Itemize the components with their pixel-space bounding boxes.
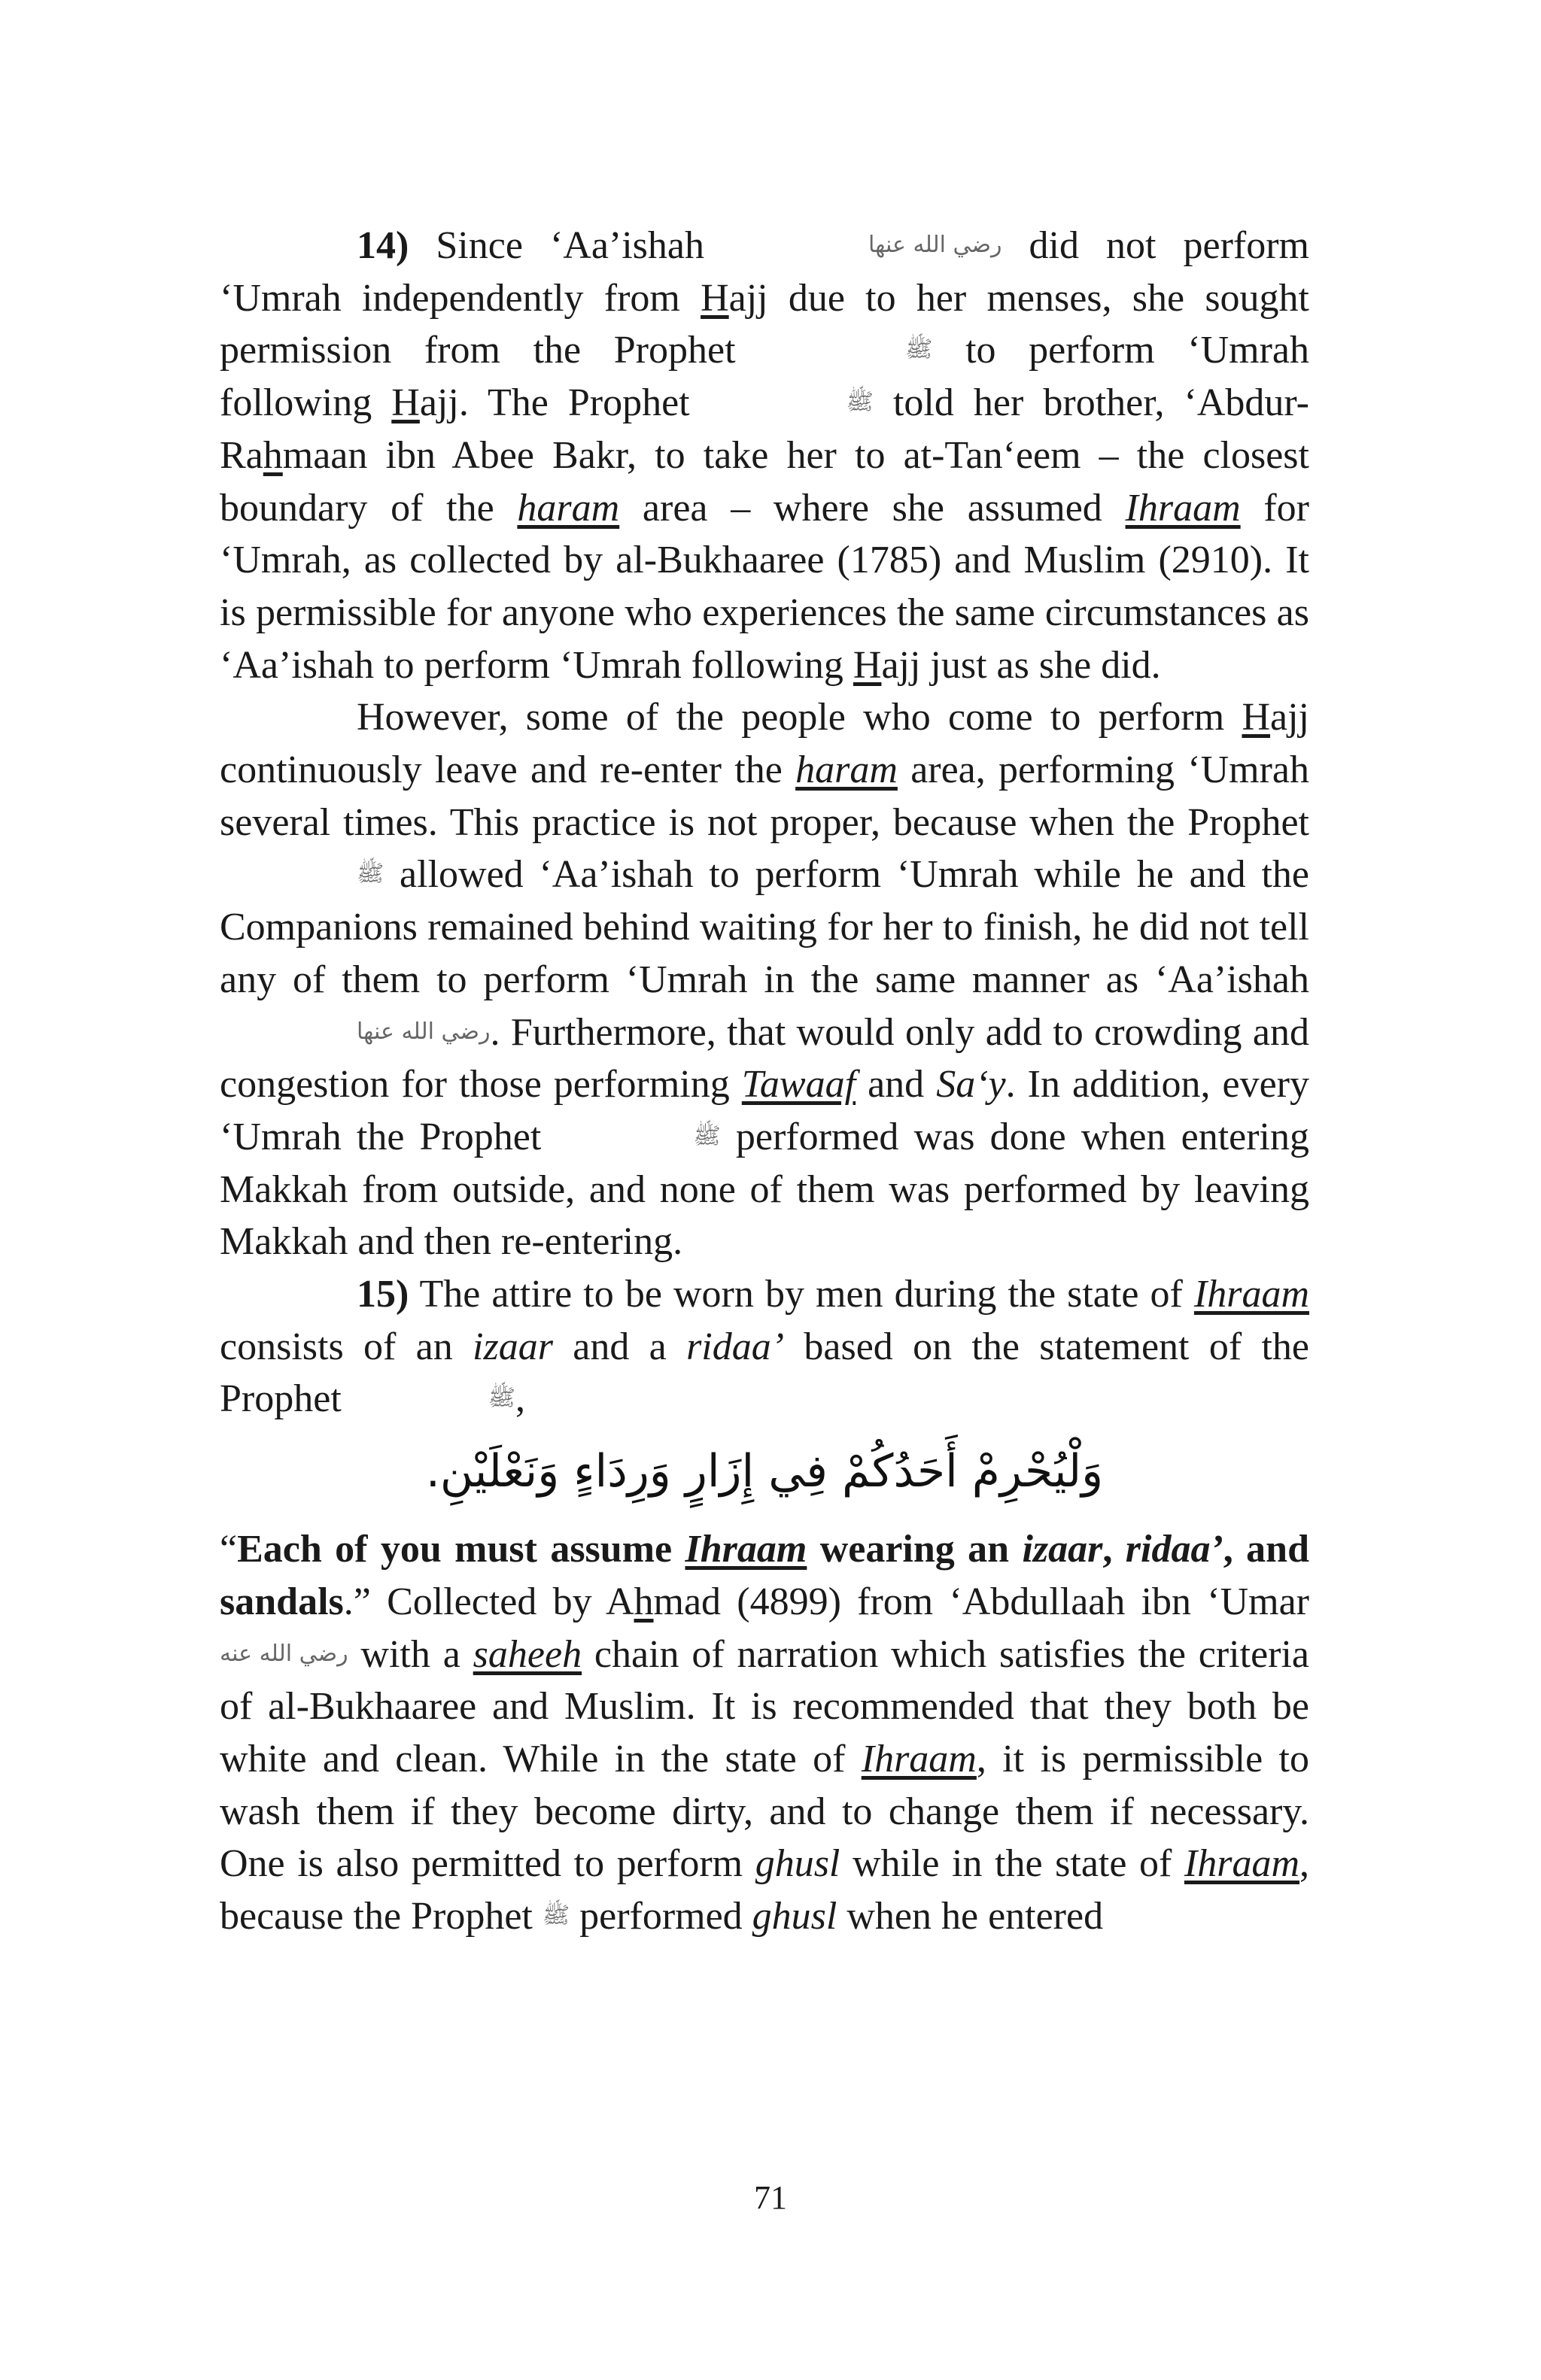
hadith-translation-part: Each of you must assume — [237, 1528, 685, 1571]
salawat-icon: ﷺ — [357, 861, 384, 888]
term-ihraam: Ihraam — [1125, 486, 1241, 530]
text: ajj due to her menses, she sought permission from the Prophet — [220, 276, 1310, 372]
page-number: 71 — [754, 2179, 787, 2216]
text: and — [856, 1063, 937, 1107]
term-ihraam: Ihraam — [1184, 1842, 1300, 1886]
salawat-icon: ﷺ — [542, 1902, 570, 1929]
paragraph-hadith-translation — [220, 1523, 1309, 1943]
salawat-icon: ﷺ — [693, 1122, 721, 1149]
text: allowed ‘Aa’ishah to perform ‘Umrah while he and the Companions remained behind waiting for her to finish, he did not tell any of them to perform ‘Umrah in the same manner as ‘Aa’ishah — [220, 853, 1309, 1001]
term-tawaaf: Tawaaf — [741, 1063, 856, 1107]
term-ihraam: Ihraam — [685, 1528, 807, 1571]
text: consists of an — [220, 1325, 473, 1368]
text: did not perform ‘Umrah independently from — [220, 224, 1309, 320]
text: performed — [570, 1895, 752, 1938]
text: However, some of the people who come to perform — [357, 696, 1242, 739]
item-number-14: 14) — [357, 224, 409, 267]
term-haram: haram — [795, 748, 898, 792]
item-number-15: 15) — [357, 1273, 409, 1316]
page-body — [220, 220, 1309, 1943]
hadith-translation-part: , and sandals — [220, 1528, 1310, 1623]
term-ihraam: Ihraam — [861, 1737, 977, 1780]
paragraph-14 — [220, 220, 1309, 691]
text: maan ibn Abee Bakr, to take her to at-Tan‘eem – the closest boundary of the — [220, 433, 1309, 530]
honorific-radiallaahu-anhu-icon: رضي الله عنه — [220, 1640, 348, 1667]
salawat-icon: ﷺ — [488, 1385, 516, 1412]
term-saheeh: saheeh — [473, 1632, 582, 1676]
text: Since ‘Aa’ishah — [409, 224, 732, 267]
text: ajj continuously leave and re-enter the — [220, 696, 1309, 792]
term-izaar: izaar — [473, 1325, 553, 1368]
translit-underlined: h — [263, 433, 283, 477]
honorific-radiallaahu-anhaa-icon: رضي الله عنها — [868, 232, 1002, 258]
term-say: Sa‘y — [936, 1063, 1006, 1107]
text: for ‘Umrah, as collected by al-Bukhaaree (1785) and Muslim (2910). It is permissible for anyone who experiences the same circumstances as ‘Aa’ishah to perform ‘Umrah following — [220, 486, 1309, 687]
translit-underlined: H — [391, 381, 420, 425]
text: The attire to be worn by men during the state of — [409, 1273, 1194, 1316]
text: ajj. The Prophet — [419, 381, 710, 425]
text: based on the statement of the Prophet — [220, 1325, 1309, 1421]
text: with a — [348, 1632, 473, 1676]
text: performed was done when entering Makkah from outside, and none of them was performed by leaving Makkah and then re-entering. — [220, 1115, 1309, 1264]
translit-underlined: H — [701, 276, 729, 320]
translit-underlined: H — [1242, 696, 1271, 739]
quote-close: .” — [343, 1580, 371, 1623]
text: Collected by A — [370, 1580, 634, 1623]
text: chain of narration which satisfies the criteria of al-Bukhaaree and Muslim. It is recommended that they both be white and clean. While in the state of — [220, 1632, 1309, 1780]
term-ridaa: ridaa’ — [1125, 1528, 1223, 1571]
term-ghusl: ghusl — [755, 1842, 840, 1886]
text: , because the Prophet — [220, 1842, 1310, 1938]
text: . In addition, every ‘Umrah the Prophet — [220, 1063, 1309, 1158]
hadith-translation-part: , — [1102, 1528, 1126, 1571]
honorific-radiallaahu-anhaa-icon: رضي الله عنها — [357, 1018, 491, 1045]
paragraph-15 — [220, 1268, 1309, 1425]
term-haram: haram — [517, 486, 620, 530]
text: and a — [552, 1325, 687, 1368]
text: . Furthermore, that would only add to crowding and congestion for those performing — [220, 1010, 1309, 1107]
text: told her brother, ‘Abdur-Ra — [220, 381, 1309, 477]
arabic-hadith-quote: وَلْيُحْرِمْ أَحَدُكُمْ فِي إِزَارٍ وَرِدَاءٍ وَنَعْلَيْنِ. — [425, 1445, 1104, 1498]
paragraph-14-continued — [220, 691, 1309, 1268]
text: area, performing ‘Umrah several times. This practice is not proper, because when the Prophet — [220, 748, 1309, 844]
text: when he entered — [837, 1895, 1104, 1938]
translit-underlined: h — [634, 1580, 654, 1623]
salawat-icon: ﷺ — [905, 336, 933, 363]
quote-open: “ — [220, 1528, 238, 1571]
text: mad (4899) from ‘Abdullaah ibn ‘Umar — [653, 1580, 1310, 1623]
text: , it is permissible to wash them if they become dirty, and to change them if necessary. One is also permitted to perform — [220, 1737, 1309, 1886]
term-ghusl: ghusl — [752, 1895, 837, 1938]
text: area – where she assumed — [619, 486, 1126, 530]
term-ridaa: ridaa’ — [686, 1325, 785, 1368]
salawat-icon: ﷺ — [846, 389, 874, 416]
hadith-translation-part: wearing an — [807, 1528, 1023, 1571]
text: ajj just as she did. — [881, 643, 1161, 687]
translit-underlined: H — [853, 643, 882, 687]
text: to perform ‘Umrah following — [220, 329, 1309, 425]
term-ihraam: Ihraam — [1193, 1273, 1309, 1316]
text: while in the state of — [840, 1842, 1184, 1886]
term-izaar: izaar — [1022, 1528, 1103, 1571]
text: , — [515, 1377, 526, 1421]
